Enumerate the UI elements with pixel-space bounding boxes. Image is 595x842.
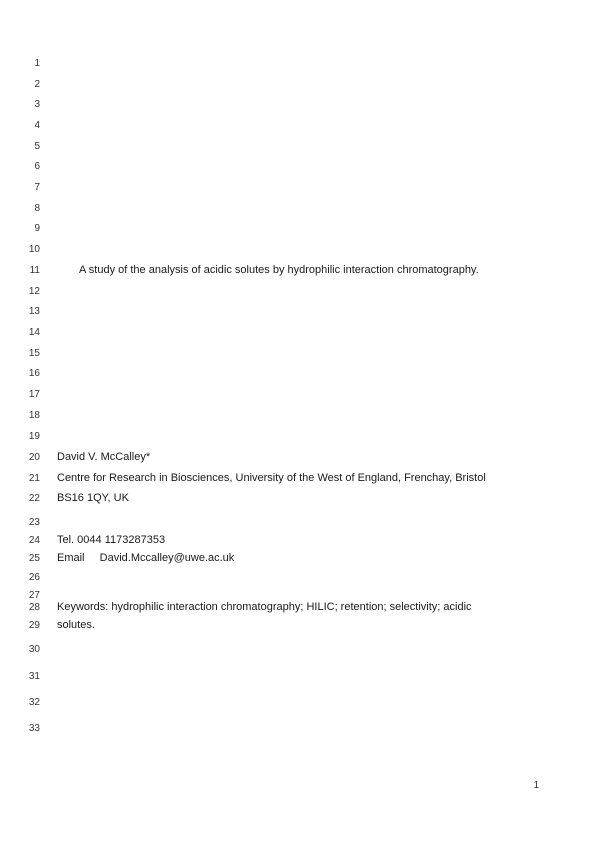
line-number: 18 — [28, 410, 40, 421]
line-number: 15 — [28, 348, 40, 359]
line-number: 26 — [28, 572, 40, 583]
author-name: David V. McCalley* — [57, 451, 151, 463]
line-number: 28 — [28, 602, 40, 613]
line-number: 14 — [28, 327, 40, 338]
line-number: 20 — [28, 452, 40, 463]
line-number: 16 — [28, 368, 40, 379]
line-number: 5 — [34, 141, 40, 152]
line-number: 12 — [28, 286, 40, 297]
line-number: 13 — [28, 306, 40, 317]
line-number: 32 — [28, 697, 40, 708]
affiliation-line: BS16 1QY, UK — [57, 492, 129, 504]
line-number: 23 — [28, 517, 40, 528]
line-number: 31 — [28, 671, 40, 682]
line-number: 19 — [28, 431, 40, 442]
email-link[interactable]: David.Mccalley@uwe.ac.uk — [99, 552, 235, 564]
line-number: 3 — [34, 99, 40, 110]
email-row — [57, 552, 234, 565]
line-number: 7 — [34, 182, 40, 193]
email-label: Email — [57, 552, 85, 564]
line-number: 17 — [28, 389, 40, 400]
line-number: 8 — [34, 203, 40, 214]
telephone: Tel. 0044 1173287353 — [57, 534, 166, 546]
line-number: 22 — [28, 493, 40, 504]
line-number: 27 — [28, 590, 40, 601]
line-number: 2 — [34, 79, 40, 90]
line-number: 29 — [28, 620, 40, 631]
line-number: 30 — [28, 644, 40, 655]
line-number: 21 — [28, 473, 40, 484]
line-number: 1 — [34, 58, 40, 69]
keywords-line: solutes. — [57, 619, 95, 631]
page-number: 1 — [533, 780, 539, 791]
paper-title: A study of the analysis of acidic solutes by hydrophilic interaction chromatography. — [79, 264, 479, 276]
line-number: 9 — [34, 223, 40, 234]
line-number: 33 — [28, 723, 40, 734]
affiliation-line: Centre for Research in Biosciences, University of the West of England, Frenchay, Bristol — [57, 472, 486, 484]
line-number: 25 — [28, 553, 40, 564]
keywords-line: Keywords: hydrophilic interaction chromatography; HILIC; retention; selectivity; acidic — [57, 601, 472, 613]
line-number: 6 — [34, 161, 40, 172]
line-number: 11 — [29, 265, 40, 276]
line-number: 24 — [28, 535, 40, 546]
line-number: 4 — [34, 120, 40, 131]
line-number: 10 — [28, 244, 40, 255]
